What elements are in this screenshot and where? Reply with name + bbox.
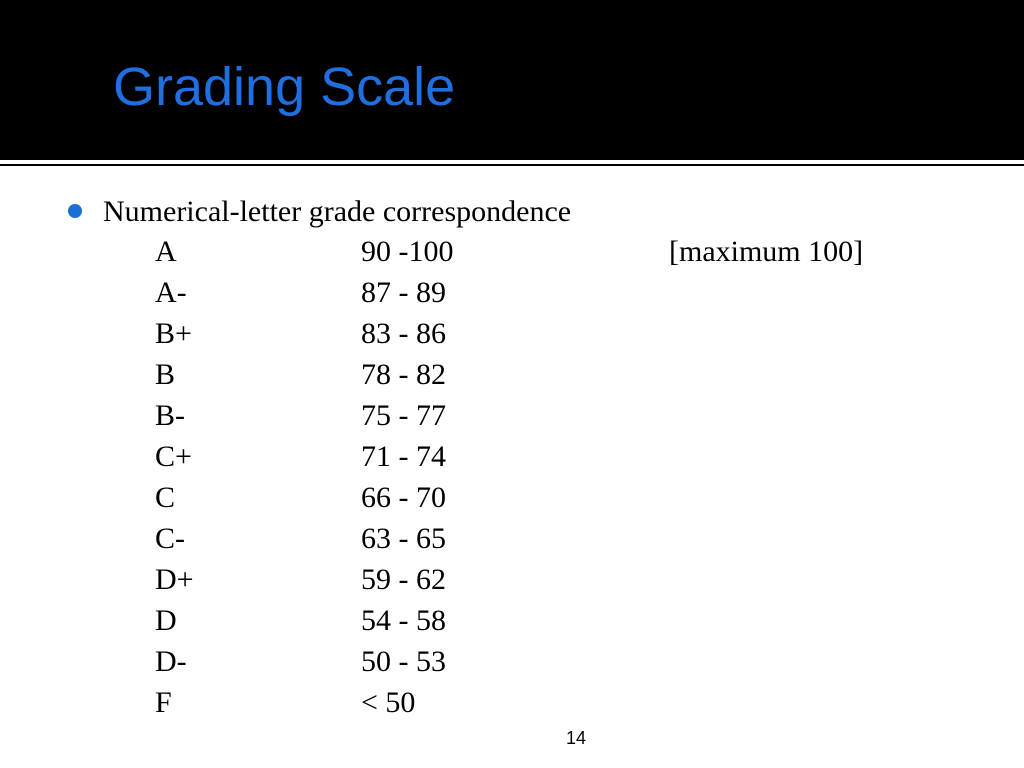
- grade-range: 71 - 74: [361, 440, 446, 473]
- grade-row: [155, 436, 915, 477]
- bullet-text: Numerical-letter grade correspondence: [103, 195, 572, 228]
- grade-letter: B: [155, 358, 176, 391]
- grade-row: [155, 395, 915, 436]
- grade-row: [155, 518, 915, 559]
- grade-row: [155, 600, 915, 641]
- grade-letter: C-: [155, 522, 185, 555]
- grade-range: 78 - 82: [361, 358, 446, 391]
- grade-range: 83 - 86: [361, 317, 446, 350]
- grade-row: [155, 272, 915, 313]
- slide-title: Grading Scale: [113, 57, 456, 117]
- grade-letter: D+: [155, 563, 194, 596]
- grade-range: 87 - 89: [361, 276, 446, 309]
- grade-letter: F: [155, 686, 172, 719]
- grade-range: 63 - 65: [361, 522, 446, 555]
- grade-range: 50 - 53: [361, 645, 446, 678]
- grade-letter: D-: [155, 645, 187, 678]
- grade-row: [155, 682, 915, 723]
- page-number: 14: [565, 728, 587, 748]
- grade-row: [155, 641, 915, 682]
- grade-letter: A: [155, 235, 177, 268]
- grade-letter: B+: [155, 317, 192, 350]
- grade-range: 54 - 58: [361, 604, 446, 637]
- title-bar: [0, 0, 1024, 160]
- grade-row: [155, 559, 915, 600]
- grade-letter: C: [155, 481, 176, 514]
- header-divider: [0, 164, 1024, 166]
- grade-range: 59 - 62: [361, 563, 446, 596]
- grade-note: [maximum 100]: [669, 235, 864, 268]
- grade-row: [155, 231, 915, 272]
- grade-range: < 50: [361, 686, 416, 719]
- grade-row: [155, 313, 915, 354]
- grade-letter: D: [155, 604, 177, 637]
- grade-letter: C+: [155, 440, 192, 473]
- grade-range: 90 -100: [361, 235, 454, 268]
- bullet-icon: [68, 204, 82, 218]
- grade-letter: B-: [155, 399, 185, 432]
- grade-range: 75 - 77: [361, 399, 446, 432]
- grade-row: [155, 354, 915, 395]
- grade-range: 66 - 70: [361, 481, 446, 514]
- grade-table: [155, 231, 915, 723]
- grade-letter: A-: [155, 276, 187, 309]
- grade-row: [155, 477, 915, 518]
